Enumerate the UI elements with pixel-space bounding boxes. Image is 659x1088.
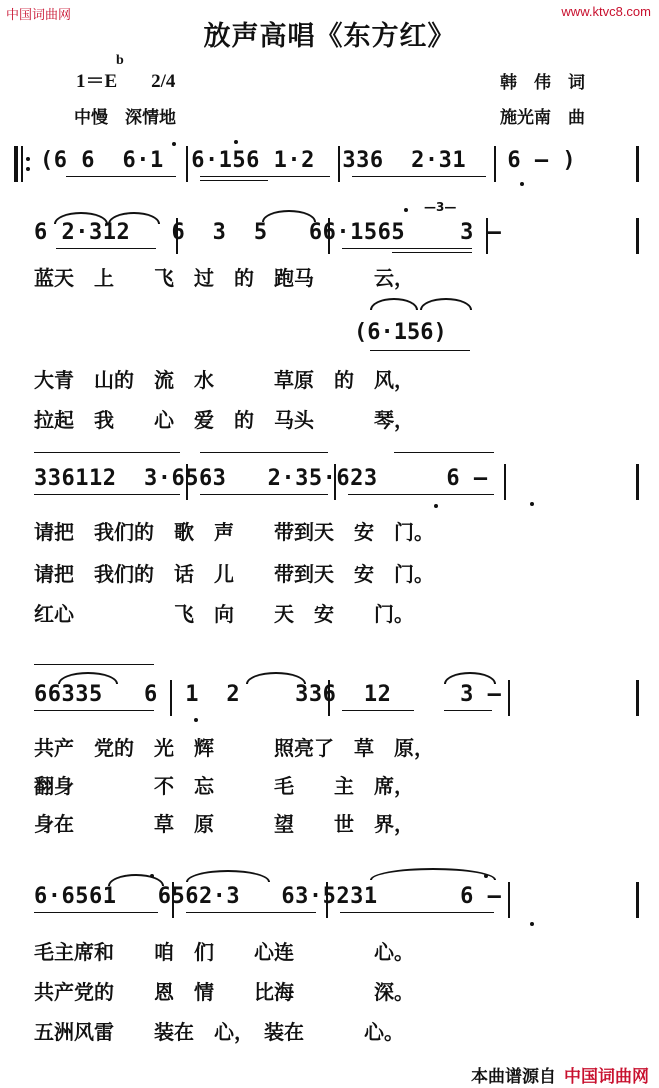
slur — [246, 672, 306, 684]
barline — [636, 464, 639, 500]
lyric-line-5: 请把 我们的 话 儿 带到天 安 门。 — [34, 562, 434, 586]
score-row-4 — [0, 676, 659, 722]
beam-line — [342, 710, 414, 711]
octave-dot — [530, 922, 534, 926]
key-signature — [76, 53, 176, 93]
beam-line — [34, 494, 180, 495]
barline — [636, 680, 639, 716]
flat-sign: b — [116, 53, 124, 68]
slur — [108, 874, 164, 886]
triplet-mark: —3— — [424, 200, 457, 214]
beam-line — [444, 710, 492, 711]
beam-line — [200, 494, 328, 495]
slur — [186, 870, 270, 882]
barline — [504, 464, 506, 500]
tempo-marking: 中慢 深情地 — [74, 108, 176, 128]
slur — [58, 672, 118, 684]
beam-line — [342, 248, 472, 249]
slur — [108, 212, 160, 224]
barline — [486, 218, 488, 254]
octave-dot — [150, 874, 154, 878]
octave-dot — [520, 182, 524, 186]
lyric-line-6: 红心 飞 向 天 安 门。 — [34, 602, 414, 626]
notes-row-3: 336112 3·6563 2·35·623 6 — — [34, 466, 488, 491]
barline — [334, 464, 336, 500]
lyric-line-12: 五洲风雷 装在 心， 装在 心。 — [34, 1020, 404, 1044]
barline — [186, 464, 188, 500]
barline — [494, 146, 496, 182]
lyricist-credit: 韩 伟 词 — [500, 73, 585, 93]
beam-line — [34, 710, 154, 711]
octave-dot — [194, 718, 198, 722]
slur — [420, 298, 472, 310]
song-title: 放声高唱《东方红》 — [203, 21, 456, 52]
beam-line — [200, 176, 330, 177]
source-footer — [471, 1062, 649, 1087]
beam-line — [200, 452, 328, 453]
beam-line — [340, 912, 494, 913]
beam-line — [348, 494, 494, 495]
key-prefix: 1＝ — [76, 71, 105, 92]
slur — [54, 212, 108, 224]
interlude-fill: (6·156) — [354, 320, 447, 345]
octave-dot — [484, 874, 488, 878]
barline — [636, 882, 639, 918]
lyric-line-9: 身在 草 原 望 世 界， — [34, 812, 414, 836]
score-row-3 — [0, 460, 659, 506]
barline — [338, 146, 340, 182]
beam-line — [34, 452, 180, 453]
octave-dot — [172, 142, 176, 146]
beam-line — [66, 176, 176, 177]
beam-line — [394, 452, 494, 453]
notes-row-1: (6 6 6·1 6·156 1·2 336 2·31 6 — ) — [40, 148, 577, 173]
notes-row-4: 66335 6 1 2 336 12 3 — — [34, 682, 502, 707]
barline — [636, 218, 639, 254]
watermark-left: 中国词曲网 — [6, 8, 72, 23]
lyric-line-4: 请把 我们的 歌 声 带到天 安 门。 — [34, 520, 434, 544]
octave-dot — [404, 208, 408, 212]
beam-line — [370, 350, 470, 351]
barline — [170, 680, 172, 716]
notes-row-2: 6 2·312 6 3 5 66·1565 3 — — [34, 220, 502, 245]
lyric-line-3: 拉起 我 心 爱 的 马头 琴， — [34, 408, 414, 432]
repeat-start-sign — [14, 146, 38, 182]
barline — [508, 680, 510, 716]
slur — [262, 210, 316, 222]
octave-dot — [530, 502, 534, 506]
score-row-1 — [0, 142, 659, 188]
key-letter: E — [104, 71, 118, 92]
lyric-line-1: 蓝天 上 飞 过 的 跑马 云， — [34, 266, 414, 290]
barline — [172, 882, 174, 918]
lyric-line-7: 共产 党的 光 辉 照亮了 草 原， — [34, 736, 434, 760]
slur — [370, 868, 496, 880]
beam-line — [352, 176, 486, 177]
beam-line — [34, 664, 154, 665]
barline — [326, 882, 328, 918]
lyric-line-10: 毛主席和 咱 们 心连 心。 — [34, 940, 414, 964]
footer-site-link[interactable]: 中国词曲网 — [564, 1067, 649, 1087]
slur — [444, 672, 496, 684]
composer-credit: 施光南 曲 — [500, 108, 585, 128]
slur — [370, 298, 418, 310]
barline — [636, 146, 639, 182]
octave-dot — [434, 504, 438, 508]
watermark-right: www.ktvc8.com — [561, 4, 651, 19]
barline — [186, 146, 188, 182]
barline — [328, 680, 330, 716]
beam-line — [392, 252, 472, 253]
footer-prefix: 本曲谱源自 — [471, 1067, 556, 1087]
beam-line — [200, 180, 268, 181]
barline — [508, 882, 510, 918]
score-row-5 — [0, 878, 659, 924]
time-signature: 2/4 — [151, 71, 176, 92]
score-row-2 — [0, 200, 659, 260]
lyric-line-2: 大青 山的 流 水 草原 的 风， — [34, 368, 414, 392]
barline — [328, 218, 330, 254]
beam-line — [34, 912, 158, 913]
beam-line — [186, 912, 316, 913]
beam-line — [56, 248, 156, 249]
lyric-line-8: 翻身 不 忘 毛 主 席， — [34, 774, 414, 798]
octave-dot — [234, 140, 238, 144]
barline — [176, 218, 178, 254]
lyric-line-11: 共产党的 恩 情 比海 深。 — [34, 980, 414, 1004]
notes-row-5: 6·6561 6562·3 63·5231 6 — — [34, 884, 502, 909]
